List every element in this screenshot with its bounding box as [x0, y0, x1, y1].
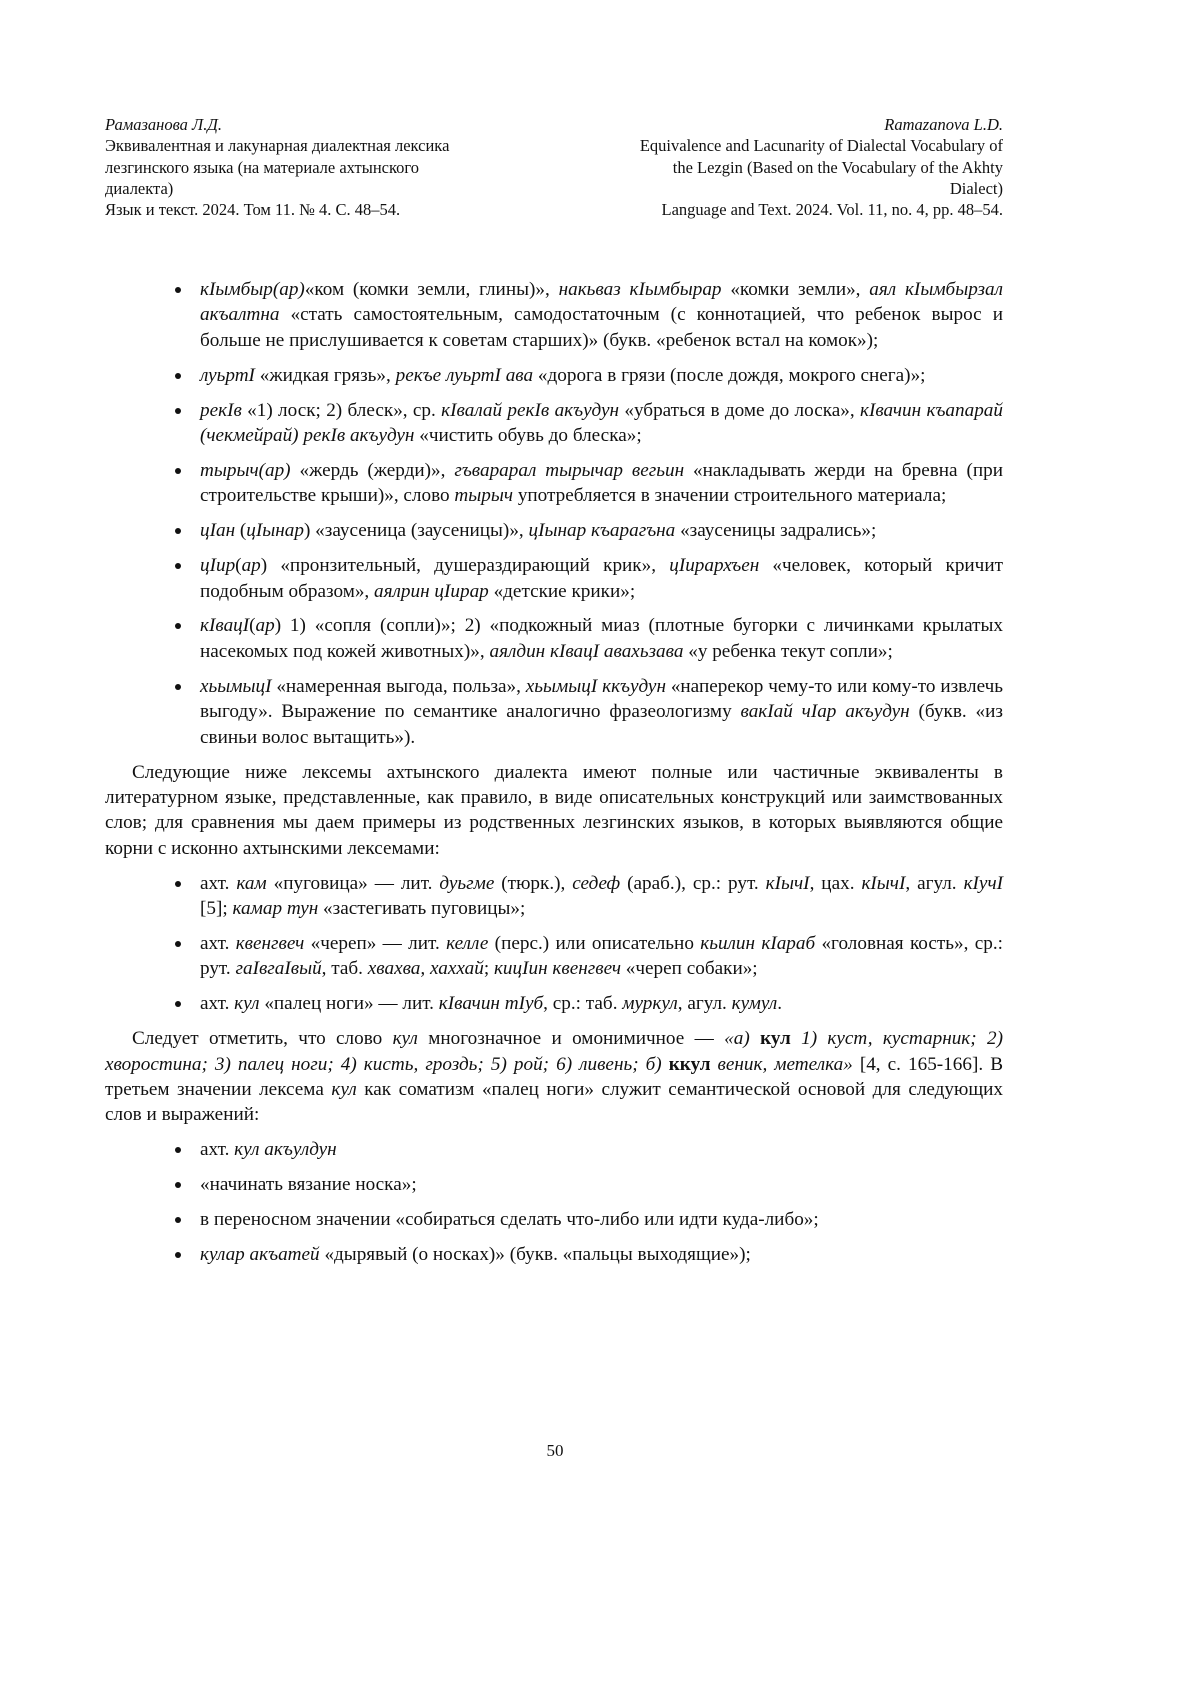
emphasized-term: 1) куст, кустарник; 2) хворостина; 3) палец ноги; 4) кисть, гроздь; 5) рой; 6) ливень; б): [105, 1028, 1003, 1074]
text-run: «накладывать жерди на бревна (при строительстве крыши)», слово: [200, 460, 1003, 506]
emphasized-term: аялдин кIвацI авахьзава: [489, 641, 683, 662]
text-run: «череп» — лит.: [304, 933, 446, 954]
emphasized-term: цIан: [200, 520, 235, 541]
text-run: , цах.: [810, 873, 862, 894]
paragraph: [105, 760, 1003, 862]
text-run: «намеренная выгода, польза»,: [271, 676, 525, 697]
header-title-ru-line2: лезгинского языка (на материале ахтынского: [105, 157, 545, 178]
header-title-ru-line1: Эквивалентная и лакунарная диалектная лексика: [105, 135, 545, 156]
emphasized-term: рекъе луьртI ава: [396, 365, 534, 386]
text-run: «убраться в доме до лоска»,: [619, 400, 860, 421]
text-run: , агул.: [678, 993, 732, 1014]
text-run: , агул.: [905, 873, 963, 894]
emphasized-term: цIынар: [246, 520, 304, 541]
text-run: ;: [484, 958, 494, 979]
text-run: (: [235, 520, 246, 541]
list-item: [105, 1207, 1003, 1232]
list-item: [105, 931, 1003, 982]
list-item: [105, 518, 1003, 543]
text-run: «застегивать пуговицы»;: [318, 898, 525, 919]
emphasized-term: кул: [760, 1028, 791, 1049]
text-run: «1) лоск; 2) блеск», ср.: [242, 400, 441, 421]
emphasized-term: аялрин цIирар: [374, 581, 489, 602]
list-item: [105, 1137, 1003, 1162]
text-run: (араб.), ср.: рут.: [620, 873, 765, 894]
emphasized-term: ар: [256, 615, 275, 636]
text-run: Следует отметить, что слово: [132, 1028, 393, 1049]
emphasized-term: хьымыцI: [200, 676, 271, 697]
text-run: ахт.: [200, 933, 236, 954]
emphasized-term: веник, метелка»: [710, 1054, 852, 1075]
text-run: (букв. «из свиньи волос вытащить»).: [200, 701, 1003, 747]
header-russian: [105, 114, 545, 220]
text-run: [4, с. 165-166]. В третьем значении лексема: [105, 1054, 1003, 1100]
emphasized-term: кIвачин къапарай (чекмейрай) рекIв акъудун: [200, 400, 1003, 446]
text-run: «комки земли»,: [722, 279, 870, 300]
header-author-ru: Рамазанова Л.Д.: [105, 114, 545, 135]
header-citation-ru: Язык и текст. 2024. Том 11. № 4. С. 48–54.: [105, 199, 545, 220]
emphasized-term: камар тун: [233, 898, 319, 919]
emphasized-term: тырыч: [454, 485, 513, 506]
header-author-en: Ramazanova L.D.: [563, 114, 1003, 135]
text-run: (перс.) или описательно: [488, 933, 700, 954]
emphasized-term: аял кIымбырзал акъалтна: [200, 279, 1003, 325]
header-english: [563, 114, 1003, 220]
page-number: 50: [0, 1441, 1110, 1461]
emphasized-term: кумул: [732, 993, 778, 1014]
text-run: «детские крики»;: [489, 581, 635, 602]
text-run: , таб.: [322, 958, 368, 979]
list-item: [105, 363, 1003, 388]
text-run: ) «заусеница (заусеницы)»,: [304, 520, 529, 541]
emphasized-term: тырыч(ар): [200, 460, 291, 481]
text-run: ) 1) «сопля (сопли)»; 2) «подкожный миаз (плотные бугорки с личинками крылатых насекомых под кожей животных)»,: [200, 615, 1003, 661]
emphasized-term: квенгвеч: [236, 933, 305, 954]
text-run: «череп собаки»;: [621, 958, 758, 979]
list-item: [105, 458, 1003, 509]
list-item: [105, 674, 1003, 750]
text-run: (тюрк.),: [494, 873, 572, 894]
list-item: [105, 553, 1003, 604]
text-run: ахт.: [200, 1139, 234, 1160]
text-run: Следующие ниже лексемы ахтынского диалекта имеют полные или частичные эквиваленты в литературном языке, представленные, как правило, в виде описательных конструкций или заимствованных слов; для сравнения мы даем примеры из родственных лезгинских языков, в которых выявляются общие корни с исконно ахтынскими лексемами:: [105, 762, 1003, 859]
text-run: «дырявый (о носках)» (букв. «пальцы выходящие»);: [320, 1244, 751, 1265]
list-item: [105, 613, 1003, 664]
text-run: «головная кость», ср.: рут.: [200, 933, 1003, 979]
text-run: «у ребенка текут сопли»;: [683, 641, 892, 662]
emphasized-term: кIучI: [964, 873, 1003, 894]
list-item: [105, 871, 1003, 922]
emphasized-term: келле: [446, 933, 488, 954]
emphasized-term: ар: [242, 555, 261, 576]
text-run: «начинать вязание носка»;: [200, 1174, 417, 1195]
text-run: «заусеницы задрались»;: [675, 520, 876, 541]
list-item: [105, 1242, 1003, 1267]
emphasized-term: дуьгме: [439, 873, 494, 894]
list-item: [105, 1172, 1003, 1197]
text-run: употребляется в значении строительного материала;: [513, 485, 946, 506]
emphasized-term: цIынар къарагъна: [529, 520, 676, 541]
header-title-en-line1: Equivalence and Lacunarity of Dialectal Vocabulary of: [563, 135, 1003, 156]
emphasized-term: гъварарал тырычар вегьин: [454, 460, 684, 481]
text-run: «дорога в грязи (после дождя, мокрого снега)»;: [533, 365, 925, 386]
text-run: «жердь (жерди)»,: [291, 460, 455, 481]
emphasized-term: муркул: [622, 993, 677, 1014]
text-run: .: [777, 993, 782, 1014]
text-run: «палец ноги» — лит.: [260, 993, 439, 1014]
paragraph: [105, 1026, 1003, 1128]
emphasized-term: кулар акъатей: [200, 1244, 320, 1265]
emphasized-term: накьваз кIымбырар: [559, 279, 722, 300]
emphasized-term: гаIвгаIвый: [235, 958, 321, 979]
text-run: в переносном значении «собираться сделать что-либо или идти куда-либо»;: [200, 1209, 819, 1230]
emphasized-term: вакIай чIар акъудун: [741, 701, 910, 722]
emphasized-term: седеф: [572, 873, 620, 894]
emphasized-term: кIычI: [861, 873, 905, 894]
header-title-en-line3: Dialect): [563, 178, 1003, 199]
list-item: [105, 277, 1003, 353]
emphasized-term: кIвачин тIуб: [439, 993, 543, 1014]
text-run: «ком (комки земли, глины)»,: [305, 279, 559, 300]
text-run: «пуговица» — лит.: [267, 873, 440, 894]
emphasized-term: кьилин кIараб: [700, 933, 815, 954]
text-run: многозначное и омонимичное —: [418, 1028, 724, 1049]
text-run: (: [249, 615, 255, 636]
emphasized-term: кул: [331, 1079, 356, 1100]
text-run: «человек, который кричит подобным образом»,: [200, 555, 1003, 601]
text-run: как соматизм «палец ноги» служит семантической основой для следующих слов и выражений:: [105, 1079, 1003, 1125]
text-run: «чистить обувь до блеска»;: [414, 425, 641, 446]
emphasized-term: «а): [724, 1028, 760, 1049]
emphasized-term: кIвалай рекIв акъудун: [441, 400, 619, 421]
emphasized-term: кIычI: [766, 873, 810, 894]
text-run: ) «пронзительный, душераздирающий крик»,: [261, 555, 669, 576]
emphasized-term: кул: [234, 993, 259, 1014]
article-body: [105, 277, 1003, 1277]
text-run: ахт.: [200, 993, 234, 1014]
emphasized-term: хвахва, хаххай: [368, 958, 484, 979]
text-run: [5];: [200, 898, 233, 919]
emphasized-term: рекIв: [200, 400, 242, 421]
text-run: (: [235, 555, 241, 576]
list-item: [105, 991, 1003, 1016]
text-run: ахт.: [200, 873, 236, 894]
emphasized-term: ккул: [669, 1054, 711, 1075]
emphasized-term: кицIин квенгвеч: [494, 958, 621, 979]
emphasized-term: луьртI: [200, 365, 255, 386]
text-run: «стать самостоятельным, самодостаточным (с коннотацией, что ребенок вырос и больше не прислушивается к советам старших)» (букв. «ребенок встал на комок»);: [200, 304, 1003, 350]
text-run: «жидкая грязь»,: [255, 365, 396, 386]
emphasized-term: цIирархъен: [669, 555, 759, 576]
emphasized-term: кул: [393, 1028, 418, 1049]
emphasized-term: кам: [236, 873, 266, 894]
header-title-en-line2: the Lezgin (Based on the Vocabulary of the Akhty: [563, 157, 1003, 178]
emphasized-term: кул акъулдун: [234, 1139, 337, 1160]
emphasized-term: цIир: [200, 555, 235, 576]
text-run: «наперекор чему-то или кому-то извлечь выгоду». Выражение по семантике аналогично фразеологизму: [200, 676, 1003, 722]
emphasized-term: кIымбыр(ар): [200, 279, 305, 300]
emphasized-term: хьымыцI ккъудун: [526, 676, 666, 697]
header-title-ru-line3: диалекта): [105, 178, 545, 199]
list-item: [105, 398, 1003, 449]
text-run: , ср.: таб.: [543, 993, 622, 1014]
emphasized-term: кIвацI: [200, 615, 249, 636]
header-citation-en: Language and Text. 2024. Vol. 11, no. 4, pp. 48–54.: [563, 199, 1003, 220]
